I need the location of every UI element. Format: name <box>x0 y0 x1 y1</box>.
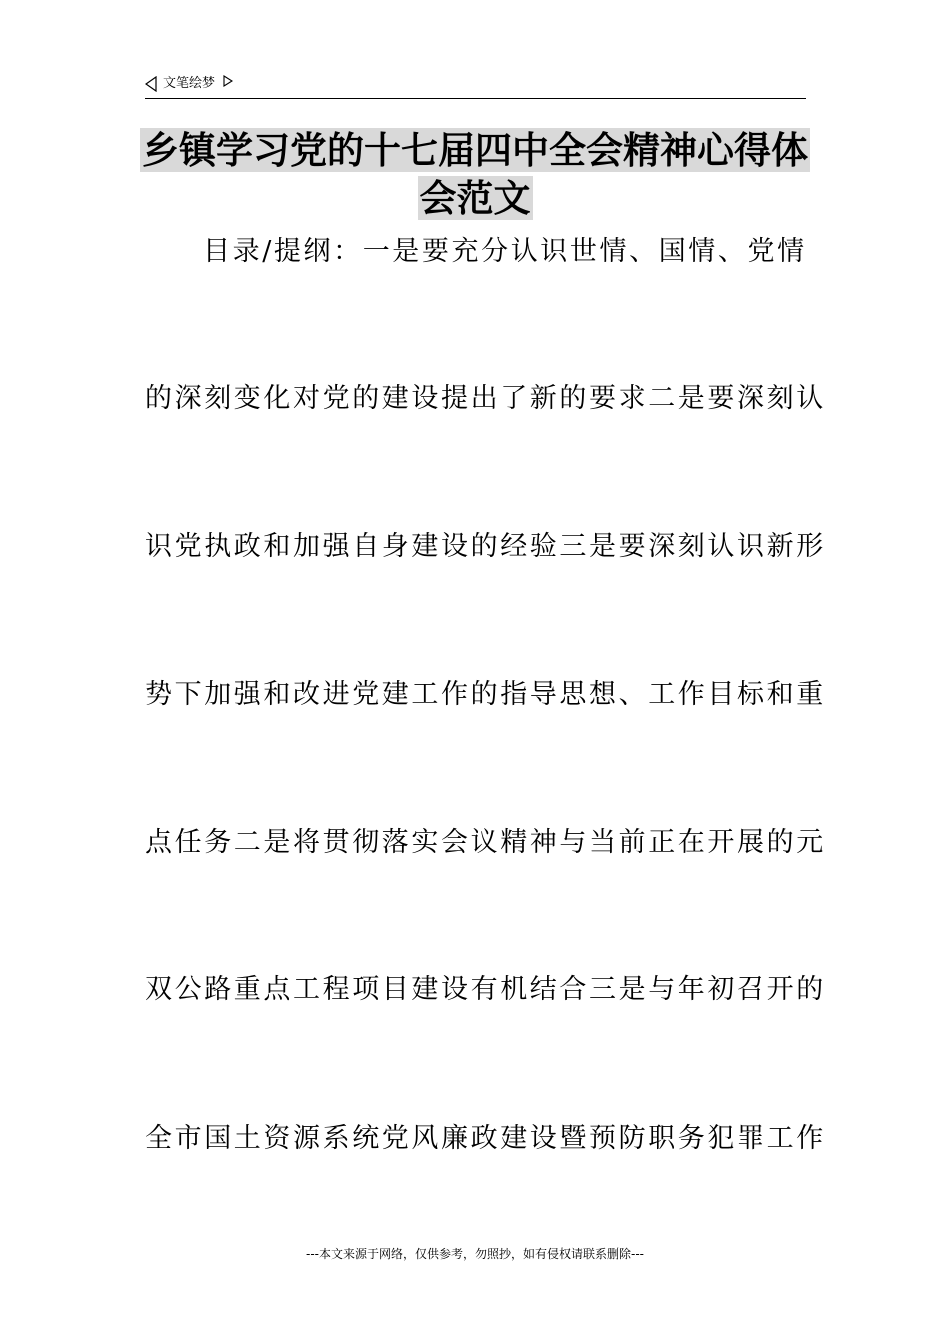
document-title-line-1 <box>0 128 950 172</box>
document-title-text-1: 乡镇学习党的十七届四中全会精神心得体 <box>142 128 808 172</box>
header-brand <box>145 76 233 92</box>
body-line-1: 目录/提纲：一是要充分认识世情、国情、党情 <box>203 236 807 267</box>
body-line-3: 识党执政和加强自身建设的经验三是要深刻认识新形 <box>145 531 826 562</box>
page-header <box>145 74 806 99</box>
document-title-line-2 <box>0 176 950 220</box>
triangle-right-icon <box>223 75 233 87</box>
body-line-6: 双公路重点工程项目建设有机结合三是与年初召开的 <box>145 974 826 1005</box>
body-line-2: 的深刻变化对党的建设提出了新的要求二是要深刻认 <box>145 383 826 414</box>
page-footer-notice: ---本文来源于网络，仅供参考，勿照抄，如有侵权请联系删除--- <box>306 1247 644 1261</box>
body-line-5: 点任务二是将贯彻落实会议精神与当前正在开展的元 <box>145 827 826 858</box>
header-brand-text: 文笔绘梦 <box>163 76 216 91</box>
triangle-left-icon <box>145 76 157 92</box>
document-title-text-2: 会范文 <box>419 176 531 220</box>
body-line-4: 势下加强和改进党建工作的指导思想、工作目标和重 <box>145 679 826 710</box>
body-line-7: 全市国土资源系统党风廉政建设暨预防职务犯罪工作 <box>145 1123 826 1154</box>
